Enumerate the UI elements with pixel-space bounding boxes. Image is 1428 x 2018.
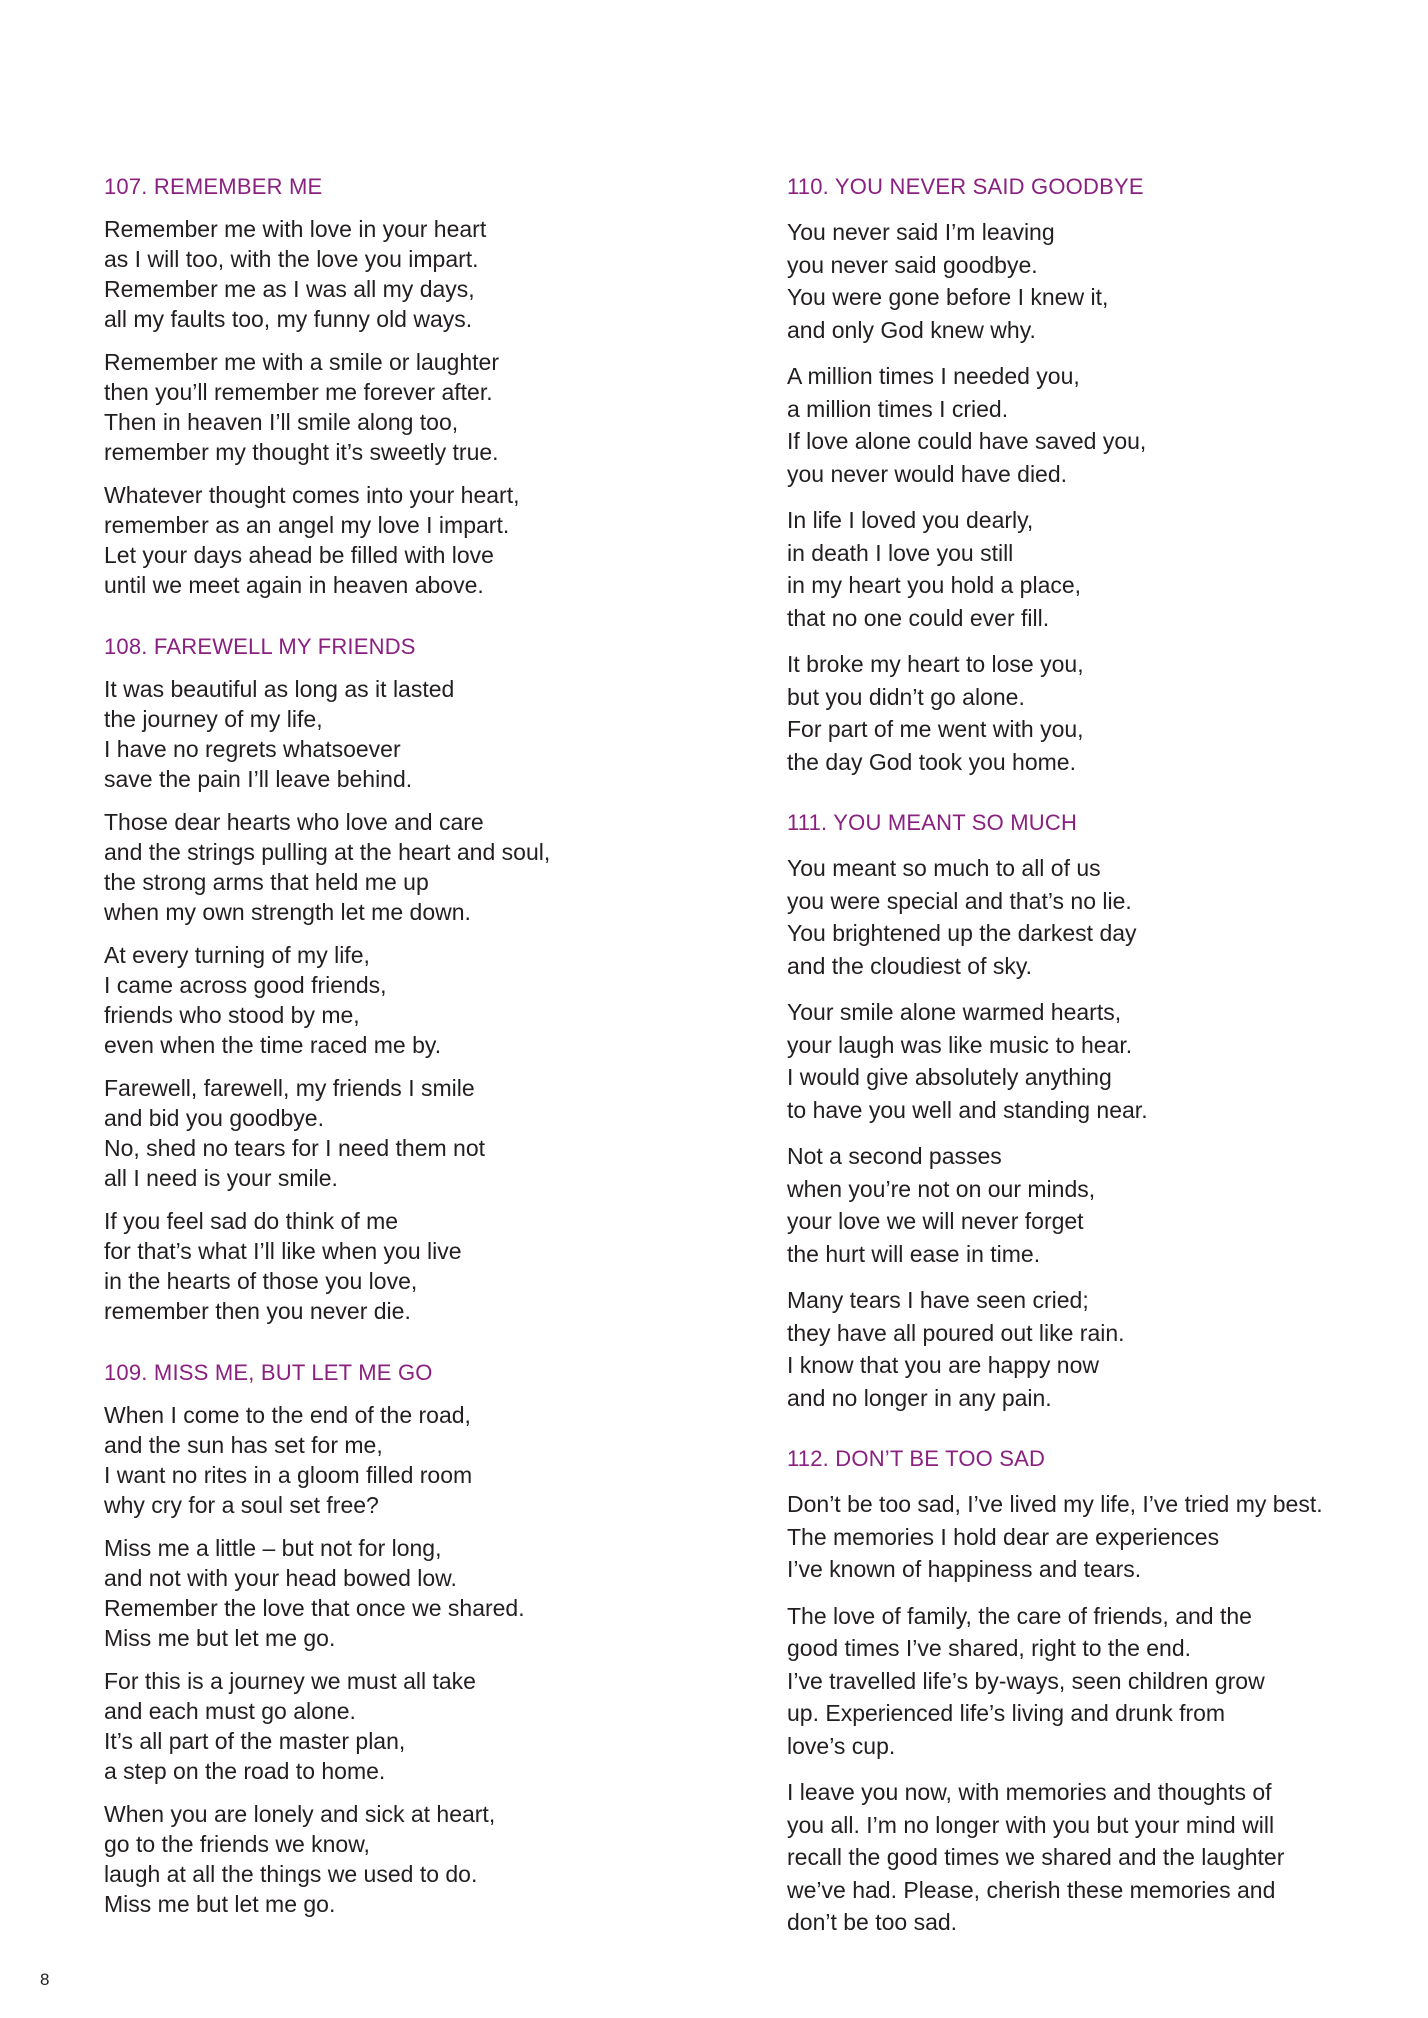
stanza: It broke my heart to lose you, but you didn’t go alone. For part of me went with you, the day God took you home. <box>787 651 1084 775</box>
page-number: 8 <box>40 1970 50 1989</box>
stanza: Many tears I have seen cried; they have all poured out like rain. I know that you are happy now and no longer in any pain. <box>787 1287 1125 1411</box>
poem-title: 112. DON’T BE TOO SAD <box>787 1446 1046 1471</box>
stanza: For this is a journey we must all take and each must go alone. It’s all part of the master plan, a step on the road to home. <box>104 1668 476 1784</box>
stanza: In life I loved you dearly, in death I love you still in my heart you hold a place, that no one could ever fill. <box>787 507 1082 631</box>
stanza: Remember me with love in your heart as I will too, with the love you impart. Remember me as I was all my days, all my faults too, my funny old ways. <box>104 216 487 332</box>
poem-110 <box>787 172 1347 778</box>
poem-109 <box>104 1358 664 1919</box>
stanza: Remember me with a smile or laughter then you’ll remember me forever after. Then in heaven I’ll smile along too, remember my thought it’s sweetly true. <box>104 349 499 465</box>
stanza: You never said I’m leaving you never said goodbye. You were gone before I knew it, and only God knew why. <box>787 219 1109 343</box>
stanza: At every turning of my life, I came across good friends, friends who stood by me, even when the time raced me by. <box>104 942 442 1058</box>
stanza: When you are lonely and sick at heart, go to the friends we know, laugh at all the things we used to do. Miss me but let me go. <box>104 1801 496 1917</box>
stanza: Farewell, farewell, my friends I smile and bid you goodbye. No, shed no tears for I need them not all I need is your smile. <box>104 1075 486 1191</box>
stanza: Those dear hearts who love and care and the strings pulling at the heart and soul, the strong arms that held me up when my own strength let me down. <box>104 809 551 925</box>
poem-111 <box>787 808 1347 1414</box>
stanza: If you feel sad do think of me for that’s what I’ll like when you live in the hearts of those you love, remember then you never die. <box>104 1208 462 1324</box>
poem-title: 109. MISS ME, BUT LET ME GO <box>104 1360 433 1385</box>
poem-title: 110. YOU NEVER SAID GOODBYE <box>787 174 1144 199</box>
poem-title: 111. YOU MEANT SO MUCH <box>787 810 1078 835</box>
poem-107 <box>104 172 664 600</box>
poem-108 <box>104 632 664 1326</box>
stanza: You meant so much to all of us you were special and that’s no lie. You brightened up the darkest day and the cloudiest of sky. <box>787 855 1137 979</box>
stanza: Miss me a little – but not for long, and not with your head bowed low. Remember the love that once we shared. Miss me but let me go. <box>104 1535 525 1651</box>
stanza: Your smile alone warmed hearts, your laugh was like music to hear. I would give absolutely anything to have you well and standing near. <box>787 999 1148 1123</box>
stanza: Not a second passes when you’re not on our minds, your love we will never forget the hurt will ease in time. <box>787 1143 1096 1267</box>
stanza: I leave you now, with memories and thoughts of you all. I’m no longer with you but your mind will recall the good times we shared and the laughter we’ve had. Please, cherish these memories and don’t be too sad. <box>787 1779 1285 1935</box>
poem-title: 107. REMEMBER ME <box>104 174 323 199</box>
stanza: It was beautiful as long as it lasted the journey of my life, I have no regrets whatsoever save the pain I’ll leave behind. <box>104 676 455 792</box>
poem-title: 108. FAREWELL MY FRIENDS <box>104 634 416 659</box>
stanza: Whatever thought comes into your heart, remember as an angel my love I impart. Let your days ahead be filled with love until we meet again in heaven above. <box>104 482 520 598</box>
stanza: Don’t be too sad, I’ve lived my life, I’ve tried my best. The memories I hold dear are experiences I’ve known of happiness and tears. <box>787 1491 1323 1582</box>
left-column <box>104 172 664 1951</box>
right-column <box>787 172 1347 1969</box>
poem-112 <box>787 1444 1347 1939</box>
stanza: When I come to the end of the road, and the sun has set for me, I want no rites in a gloom filled room why cry for a soul set free? <box>104 1402 473 1518</box>
stanza: A million times I needed you, a million times I cried. If love alone could have saved you, you never would have died. <box>787 363 1147 487</box>
stanza: The love of family, the care of friends, and the good times I’ve shared, right to the end. I’ve travelled life’s by-ways, seen children grow up. Experienced life’s living and drunk from love’s cup. <box>787 1602 1265 1759</box>
